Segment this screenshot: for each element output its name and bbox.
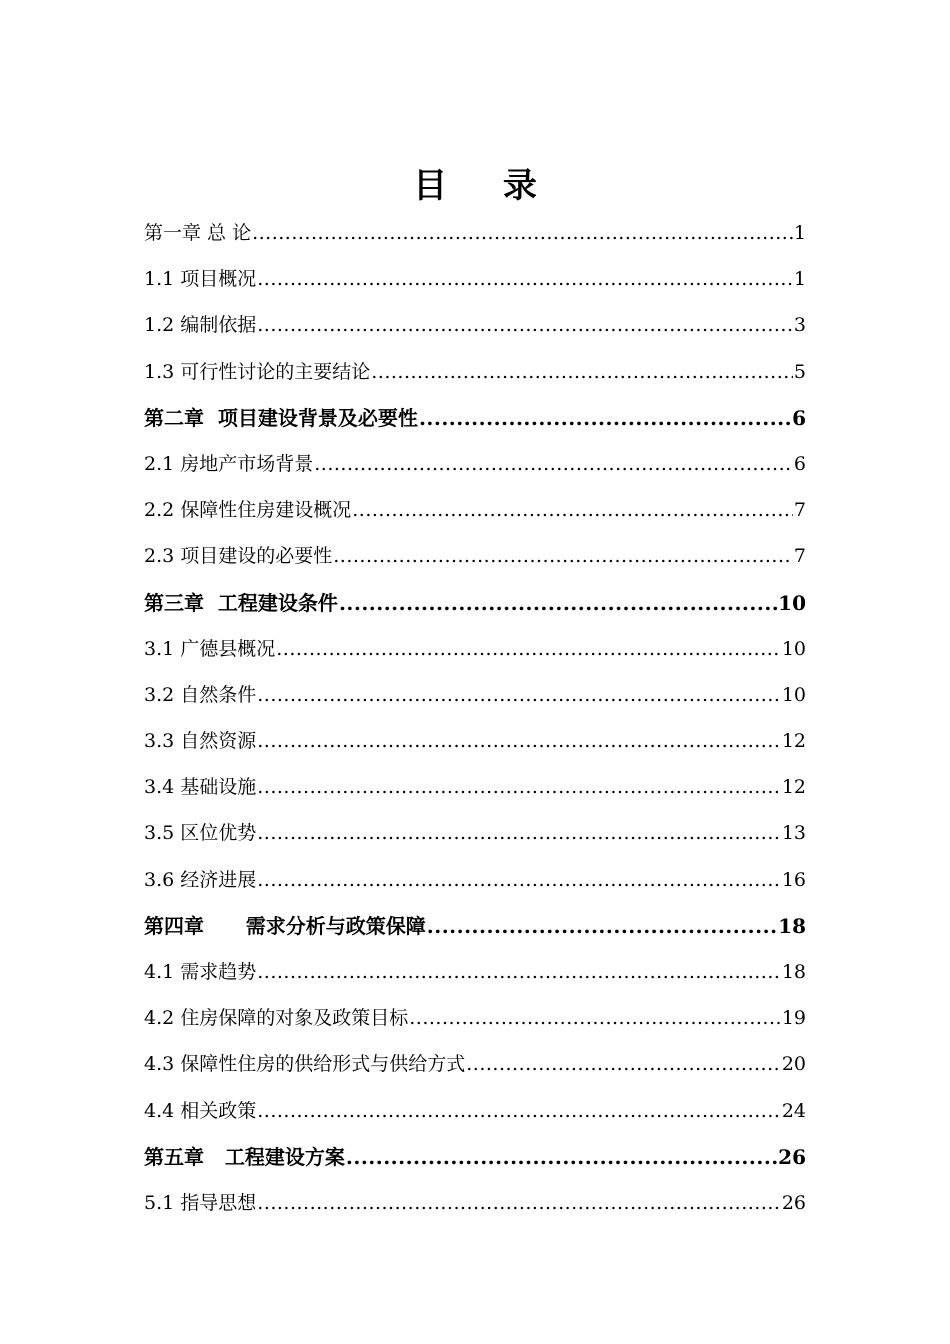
toc-entry-label: 4.1 需求趋势	[144, 961, 257, 983]
toc-dot-leader	[427, 903, 777, 949]
toc-chapter-entry[interactable]	[144, 395, 806, 441]
toc-page-number: 7	[793, 545, 806, 568]
toc-page-number: 18	[778, 913, 806, 938]
toc-entry-label: 3.2 自然条件	[144, 683, 257, 706]
toc-dot-leader	[346, 1134, 777, 1180]
toc-page-number: 13	[781, 822, 806, 845]
toc-section-entry[interactable]	[144, 441, 806, 487]
toc-dot-leader	[314, 441, 793, 487]
toc-entry-label: 3.4 基础设施	[144, 776, 257, 799]
toc-entry-label: 2.1 房地产市场背景	[144, 452, 314, 475]
toc-section-entry[interactable]	[144, 995, 806, 1041]
toc-section-entry[interactable]	[144, 949, 806, 995]
toc-entry-label: 第四章 需求分析与政策保障	[144, 913, 426, 938]
toc-entry-label: 5.1 指导思想	[144, 1191, 257, 1214]
toc-page-number: 19	[781, 1007, 806, 1030]
toc-dot-leader	[257, 764, 781, 810]
toc-page-number: 6	[793, 452, 806, 475]
toc-entry-label: 4.3 保障性住房的供给形式与供给方式	[144, 1053, 466, 1076]
toc-page-number: 7	[793, 499, 806, 522]
toc-dot-leader	[257, 672, 781, 718]
toc-dot-leader	[257, 810, 781, 856]
toc-dot-leader	[257, 949, 781, 995]
toc-dot-leader	[352, 487, 793, 533]
toc-page-number: 16	[781, 868, 806, 891]
toc-page-number: 20	[781, 1053, 806, 1076]
toc-section-entry[interactable]	[144, 302, 806, 348]
toc-page-number: 6	[792, 405, 806, 430]
toc-chapter-entry[interactable]	[144, 210, 806, 256]
toc-entry-label: 3.6 经济进展	[144, 868, 257, 891]
toc-section-entry[interactable]	[144, 718, 806, 764]
toc-dot-leader	[419, 395, 791, 441]
toc-dot-leader	[257, 1180, 781, 1226]
toc-dot-leader	[257, 256, 793, 302]
table-of-contents	[144, 210, 806, 1226]
toc-entry-label: 1.1 项目概况	[144, 268, 257, 291]
toc-page-number: 18	[781, 961, 806, 983]
toc-page-number: 10	[781, 637, 806, 660]
toc-entry-label: 2.2 保障性住房建设概况	[144, 499, 352, 522]
toc-entry-label: 4.4 相关政策	[144, 1099, 257, 1122]
toc-chapter-entry[interactable]	[144, 580, 806, 626]
toc-dot-leader	[466, 1041, 781, 1087]
toc-section-entry[interactable]	[144, 810, 806, 856]
toc-entry-label: 1.3 可行性讨论的主要结论	[144, 360, 371, 383]
toc-chapter-entry[interactable]	[144, 1134, 806, 1180]
toc-dot-leader	[371, 349, 793, 395]
toc-section-entry[interactable]	[144, 533, 806, 579]
toc-page-number: 24	[781, 1099, 806, 1122]
toc-section-entry[interactable]	[144, 1041, 806, 1087]
toc-page-number: 5	[793, 360, 806, 383]
toc-chapter-entry[interactable]	[144, 903, 806, 949]
toc-title: 目 录	[413, 166, 559, 206]
toc-section-entry[interactable]	[144, 256, 806, 302]
toc-entry-label: 第五章 工程建设方案	[144, 1144, 345, 1169]
toc-entry-label: 第三章 工程建设条件	[144, 590, 338, 615]
toc-entry-label: 3.1 广德县概况	[144, 637, 276, 660]
toc-dot-leader	[333, 533, 793, 579]
toc-entry-label: 4.2 住房保障的对象及政策目标	[144, 1007, 409, 1030]
toc-page-number: 10	[781, 683, 806, 706]
toc-section-entry[interactable]	[144, 672, 806, 718]
toc-entry-label: 2.3 项目建设的必要性	[144, 545, 333, 568]
toc-entry-label: 3.5 区位优势	[144, 822, 257, 845]
toc-dot-leader	[339, 580, 777, 626]
toc-page-number: 1	[793, 222, 806, 244]
toc-section-entry[interactable]	[144, 626, 806, 672]
toc-section-entry[interactable]	[144, 1088, 806, 1134]
toc-entry-label: 3.3 自然资源	[144, 730, 257, 753]
toc-page-number: 1	[793, 268, 806, 291]
toc-section-entry[interactable]	[144, 487, 806, 533]
toc-page-number: 10	[778, 590, 806, 615]
toc-page-number: 26	[781, 1191, 806, 1214]
toc-dot-leader	[252, 210, 793, 256]
toc-section-entry[interactable]	[144, 349, 806, 395]
toc-dot-leader	[257, 718, 781, 764]
toc-section-entry[interactable]	[144, 1180, 806, 1226]
toc-dot-leader	[257, 1088, 781, 1134]
toc-dot-leader	[257, 857, 781, 903]
toc-section-entry[interactable]	[144, 857, 806, 903]
toc-entry-label: 第二章 项目建设背景及必要性	[144, 405, 418, 430]
toc-dot-leader	[276, 626, 781, 672]
toc-dot-leader	[409, 995, 781, 1041]
toc-dot-leader	[257, 302, 793, 348]
toc-page-number: 26	[778, 1144, 806, 1169]
toc-page-number: 3	[793, 314, 806, 337]
toc-page-number: 12	[781, 776, 806, 799]
toc-section-entry[interactable]	[144, 764, 806, 810]
toc-entry-label: 1.2 编制依据	[144, 314, 257, 337]
toc-page-number: 12	[781, 730, 806, 753]
toc-entry-label: 第一章 总 论	[144, 222, 252, 244]
